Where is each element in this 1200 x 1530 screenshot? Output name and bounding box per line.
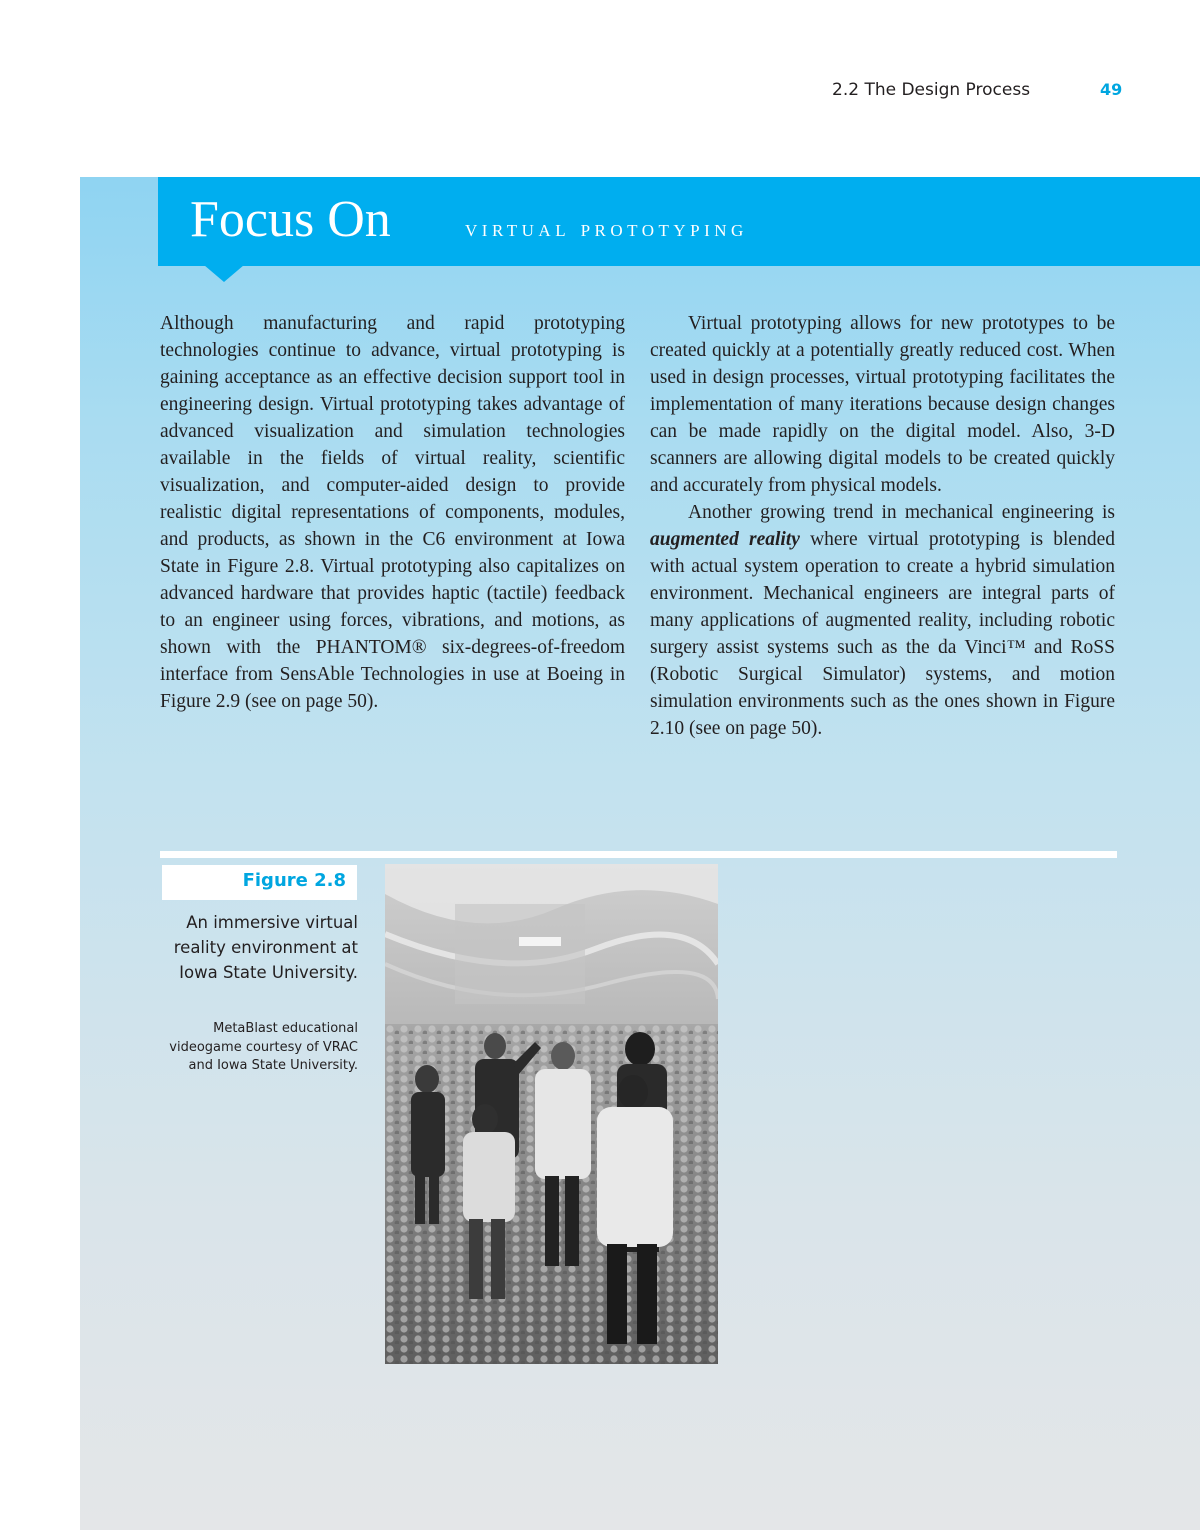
figure-divider bbox=[160, 851, 1117, 858]
right-paragraph-1: Virtual prototyping allows for new prototypes to be created quickly at a potentially greatly reduced cost. When used in design processes, virtual prototyping facilitates the implementation of many iterations because design changes can be made rapidly on the digital model. Also, 3-D scanners are allowing digital models to be created quickly and accurately from physical models. bbox=[650, 313, 1115, 496]
running-head: 2.2 The Design Process bbox=[832, 80, 1031, 100]
right-paragraph-2 bbox=[650, 499, 1115, 742]
left-paragraph-1: Although manufacturing and rapid prototyping technologies continue to advance, virtual prototyping is gaining acceptance as an effective decision support tool in engineering design. Virtual prototyping takes advantage of advanced visualization and simulation technologies available in the fields of virtual reality, scientific visualization, and computer-aided design to provide realistic digital representations of components, modules, and products, as shown in the C6 environment at Iowa State in Figure 2.8. Virtual prototyping also capitalizes on advanced hardware that provides haptic (tactile) feedback to an engineer using forces, vibrations, and motions, as shown with the PHANTOM® six-degrees-of-freedom interface from SensAble Technologies in use at Boeing in Figure 2.9 (see on page 50). bbox=[160, 313, 625, 712]
left-column bbox=[160, 310, 625, 715]
page-number: 49 bbox=[1100, 80, 1123, 99]
right-column bbox=[650, 310, 1115, 742]
vr-scene-illustration bbox=[385, 864, 718, 1364]
augmented-reality-term: augmented reality bbox=[650, 529, 800, 550]
figure-credit: MetaBlast educational videogame courtesy of VRAC and Iowa State University. bbox=[169, 1021, 358, 1073]
banner-title: Focus On bbox=[190, 191, 391, 248]
paragraph-2-start: Another growing trend in mechanical engineering is bbox=[688, 502, 1115, 523]
figure-photo bbox=[385, 864, 718, 1364]
banner-topic: virtual prototyping bbox=[465, 216, 748, 242]
figure-label: Figure 2.8 bbox=[242, 870, 346, 891]
figure-caption: An immersive virtual reality environment at Iowa State University. bbox=[173, 913, 358, 982]
paragraph-2-end: where virtual prototyping is blended with actual system operation to create a hybrid simulation environment. Mechanical engineers are integral parts of many applications of augmented reality, including robotic surgery assist systems such as the da Vinci™ and RoSS (Robotic Surgical Simulator) systems, and motion simulation environments such as the ones shown in Figure 2.10 (see on page 50). bbox=[650, 529, 1115, 739]
banner-pointer bbox=[204, 265, 244, 282]
